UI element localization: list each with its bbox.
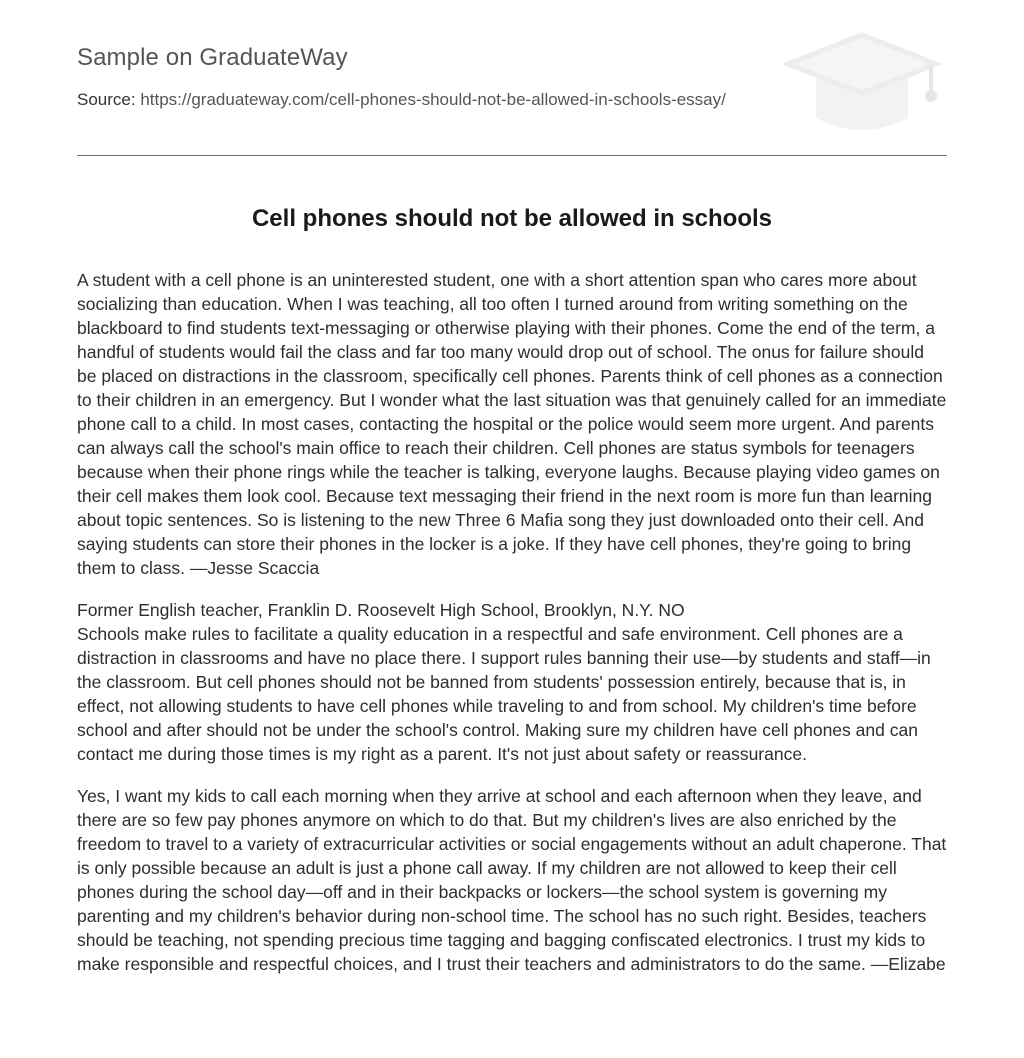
source-line [77, 90, 726, 110]
paragraph-attribution: Former English teacher, Franklin D. Roosevelt High School, Brooklyn, N.Y. NO [77, 600, 685, 620]
site-title: Sample on GraduateWay [77, 44, 348, 71]
article-body [77, 268, 947, 994]
article-paragraph-1: A student with a cell phone is an uninterested student, one with a short attention span who cares more about socializing than education. When I was teaching, all too often I turned around from writing something on the blackboard to find students text-messaging or otherwise playing with their phones. Come the end of the term, a handful of students would fail the class and far too many would drop out of school. The onus for failure should be placed on distractions in the classroom, specifically cell phones. Parents think of cell phones as a connection to their children in an emergency. But I wonder what the last situation was that genuinely called for an immediate phone call to a child. In most cases, contacting the hospital or the police would seem more urgent. And parents can always call the school's main office to reach their children. Cell phones are status symbols for teenagers because when their phone rings while the teacher is talking, everyone laughs. Because playing video games on their cell makes them look cool. Because text messaging their friend in the next room is more fun than learning about topic sentences. So is listening to the new Three 6 Mafia song they just downloaded onto their cell. And saying students can store their phones in the locker is a joke. If they have cell phones, they're going to bring them to class. —Jesse Scaccia [77, 270, 947, 578]
source-link[interactable]: https://graduateway.com/cell-phones-should-not-be-allowed-in-schools-essay/ [140, 90, 726, 109]
source-label: Source: [77, 90, 136, 109]
article-title: Cell phones should not be allowed in schools [251, 205, 773, 232]
page-header [77, 0, 947, 156]
article-paragraph-3: Yes, I want my kids to call each morning when they arrive at school and each afternoon when they leave, and there are so few pay phones anymore on which to do that. But my children's lives are also enriched by the freedom to travel to a variety of extracurricular activities or social engagements without an adult chaperone. That is only possible because an adult is just a phone call away. If my children are not allowed to keep their cell phones during the school day—off and in their backpacks or lockers—the school system is governing my parenting and my children's behavior during non-school time. The school has no such right. Besides, teachers should be teaching, not spending precious time tagging and bagging confiscated electronics. I trust my kids to make responsible and respectful choices, and I trust their teachers and administrators to do the same. —Elizabe [77, 786, 947, 974]
article-paragraph-2 [77, 598, 947, 766]
graduation-cap-icon [779, 30, 945, 134]
header-divider [77, 155, 947, 156]
paragraph-2-body: Schools make rules to facilitate a quality education in a respectful and safe environment. Cell phones are a distraction in classrooms and have no place there. I support rules banning their use—by students and staff—in the classroom. But cell phones should not be banned from students' possession entirely, because that is, in effect, not allowing students to have cell phones while traveling to and from school. My children's time before school and after should not be under the school's control. Making sure my children have cell phones and can contact me during those times is my right as a parent. It's not just about safety or reassurance. [77, 624, 931, 764]
